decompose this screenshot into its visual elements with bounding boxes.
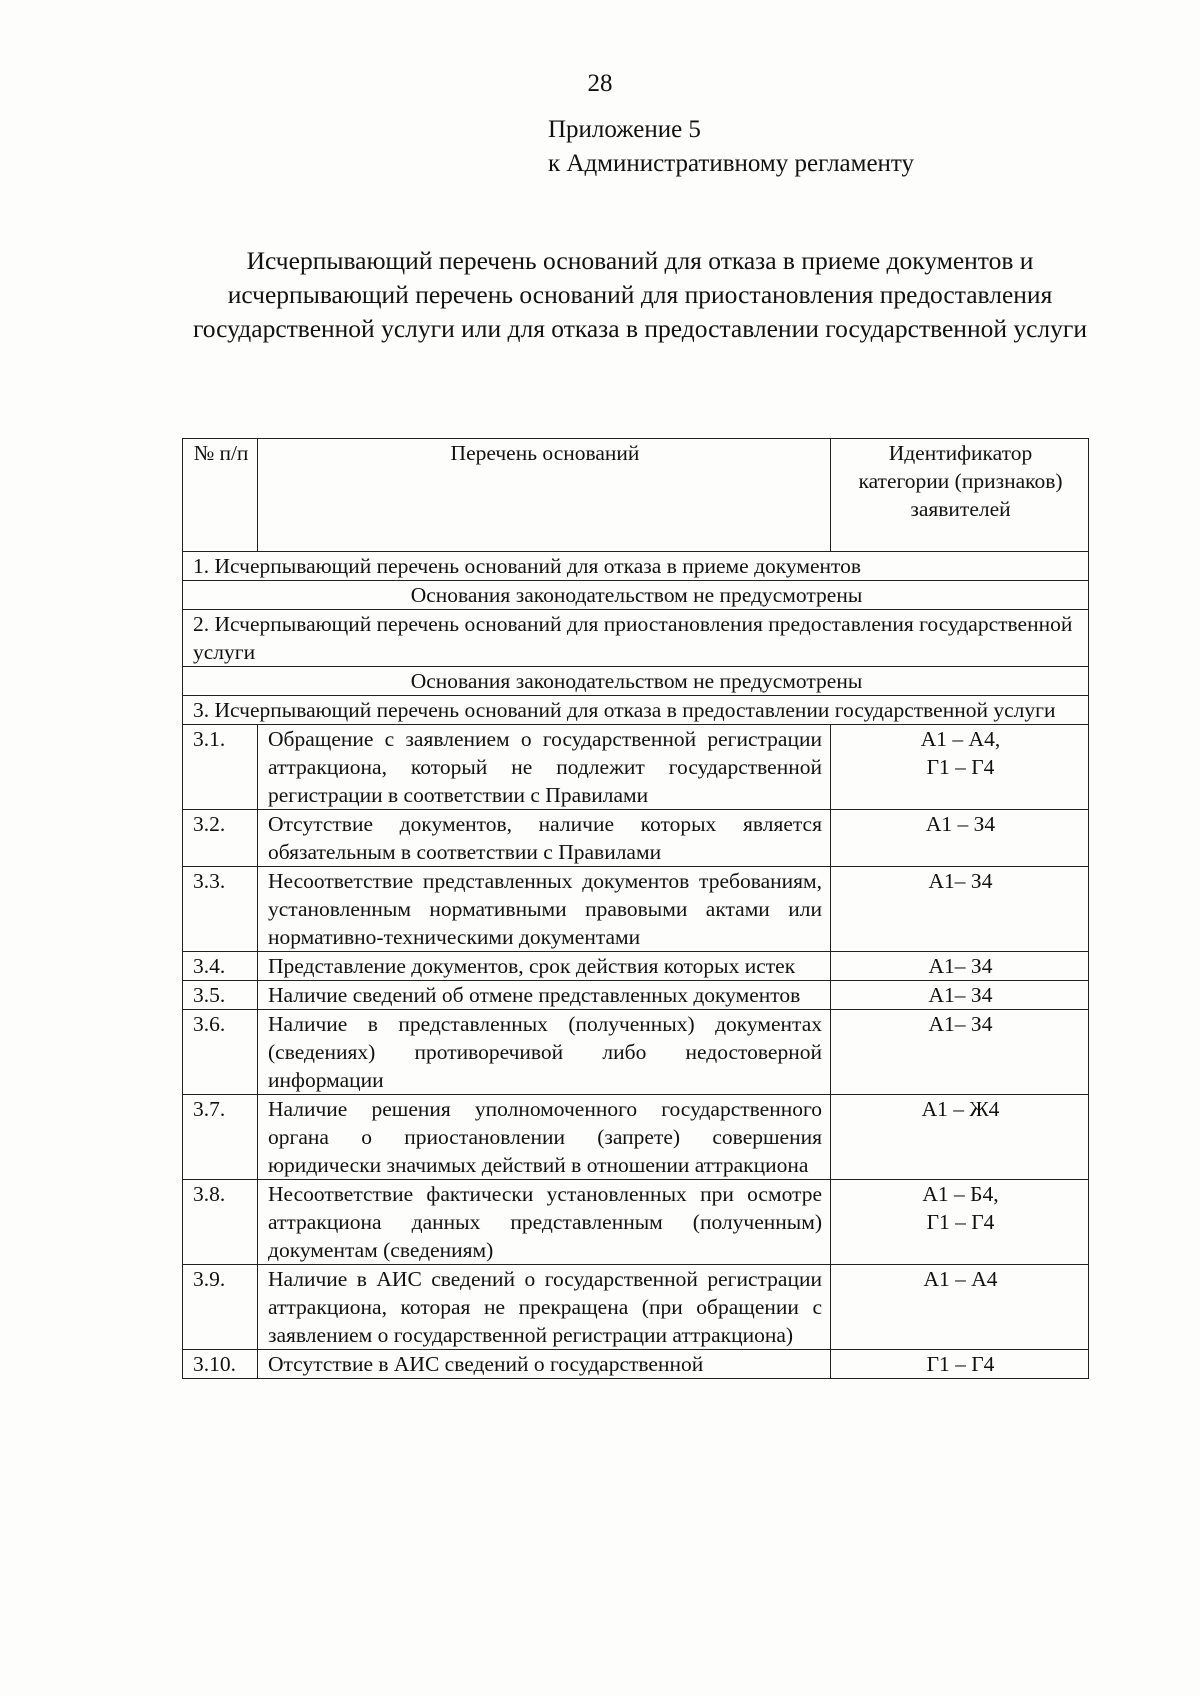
row-number: 3.9. [183, 1265, 258, 1350]
row-number: 3.3. [183, 867, 258, 952]
table-row [183, 1180, 1089, 1265]
page-number: 28 [587, 70, 613, 97]
row-ground-text: Представление документов, срок действия которых истек [258, 952, 831, 981]
section-note-2: Основания законодательством не предусмотрены [183, 667, 1089, 696]
row-number: 3.10. [183, 1350, 258, 1379]
row-id-line-1: А1– З4 [928, 869, 993, 893]
row-id-line-1: А1 – Б4, [922, 1182, 999, 1206]
row-applicant-id [831, 952, 1089, 981]
row-applicant-id [831, 1095, 1089, 1180]
table-row [183, 867, 1089, 952]
document-title: Исчерпывающий перечень оснований для отказа в приеме документов и исчерпывающий перечень оснований для приостановления предоставления государственной услуги или для отказа в предоставлении государственной услуги [192, 246, 1088, 343]
section-heading-2: 2. Исчерпывающий перечень оснований для приостановления предоставления государственной услуги [183, 610, 1089, 667]
section-row [183, 696, 1089, 725]
row-id-line-2: Г1 – Г4 [926, 755, 995, 779]
row-ground-text: Наличие решения уполномоченного государственного органа о приостановлении (запрете) совершения юридически значимых действий в отношении аттракциона [258, 1095, 831, 1180]
appendix-reference [548, 113, 914, 181]
table-row [183, 1010, 1089, 1095]
row-id-line-1: А1 – З4 [925, 812, 996, 836]
row-id-line-1: Г1 – Г4 [926, 1352, 995, 1376]
table-row [183, 981, 1089, 1010]
table-row [183, 1265, 1089, 1350]
row-ground-text: Наличие в представленных (полученных) документах (сведениях) противоречивой либо недостоверной информации [258, 1010, 831, 1095]
row-ground-text: Наличие в АИС сведений о государственной регистрации аттракциона, которая не прекращена (при обращении с заявлением о государственной регистрации аттракциона) [258, 1265, 831, 1350]
table-row [183, 725, 1089, 810]
row-number: 3.7. [183, 1095, 258, 1180]
row-applicant-id [831, 1180, 1089, 1265]
row-id-line-2: Г1 – Г4 [926, 1210, 995, 1234]
row-applicant-id [831, 1010, 1089, 1095]
row-number: 3.4. [183, 952, 258, 981]
row-applicant-id [831, 981, 1089, 1010]
section-heading-3: 3. Исчерпывающий перечень оснований для отказа в предоставлении государственной услуги [183, 696, 1089, 725]
row-applicant-id [831, 725, 1089, 810]
table-row [183, 952, 1089, 981]
header-applicant-id: Идентификатор категории (признаков) заявителей [831, 439, 1089, 552]
grounds-table [182, 438, 1089, 1379]
note-row [183, 581, 1089, 610]
section-heading-1: 1. Исчерпывающий перечень оснований для отказа в приеме документов [183, 552, 1089, 581]
row-id-line-1: А1– З4 [928, 1012, 993, 1036]
header-grounds-list: Перечень оснований [258, 439, 831, 552]
row-number: 3.8. [183, 1180, 258, 1265]
row-ground-text: Наличие сведений об отмене представленных документов [258, 981, 831, 1010]
row-ground-text: Несоответствие представленных документов требованиям, установленным нормативными правовыми актами или нормативно-техническими документами [258, 867, 831, 952]
section-note-1: Основания законодательством не предусмотрены [183, 581, 1089, 610]
row-id-line-1: А1 – А4, [920, 727, 1001, 751]
row-number: 3.2. [183, 810, 258, 867]
table-row [183, 1095, 1089, 1180]
appendix-line-2: к Административному регламенту [548, 150, 915, 177]
header-number: № п/п [183, 439, 258, 552]
row-id-line-1: А1 – А4 [923, 1267, 998, 1291]
note-row [183, 667, 1089, 696]
section-row [183, 610, 1089, 667]
row-id-line-1: А1– З4 [928, 954, 993, 978]
row-ground-text: Отсутствие документов, наличие которых является обязательным в соответствии с Правилами [258, 810, 831, 867]
row-applicant-id [831, 867, 1089, 952]
appendix-line-1: Приложение 5 [548, 116, 701, 143]
row-number: 3.5. [183, 981, 258, 1010]
row-number: 3.6. [183, 1010, 258, 1095]
section-row [183, 552, 1089, 581]
table-header-row [183, 439, 1089, 552]
row-applicant-id [831, 810, 1089, 867]
row-id-line-1: А1 – Ж4 [921, 1097, 1000, 1121]
row-ground-text: Несоответствие фактически установленных при осмотре аттракциона данных представленным (полученным) документам (сведениям) [258, 1180, 831, 1265]
row-id-line-1: А1– З4 [928, 983, 993, 1007]
table-row [183, 810, 1089, 867]
row-applicant-id [831, 1350, 1089, 1379]
row-number: 3.1. [183, 725, 258, 810]
row-ground-text: Обращение с заявлением о государственной регистрации аттракциона, который не подлежит государственной регистрации в соответствии с Правилами [258, 725, 831, 810]
row-ground-text: Отсутствие в АИС сведений о государственной [258, 1350, 831, 1379]
table-row [183, 1350, 1089, 1379]
row-applicant-id [831, 1265, 1089, 1350]
